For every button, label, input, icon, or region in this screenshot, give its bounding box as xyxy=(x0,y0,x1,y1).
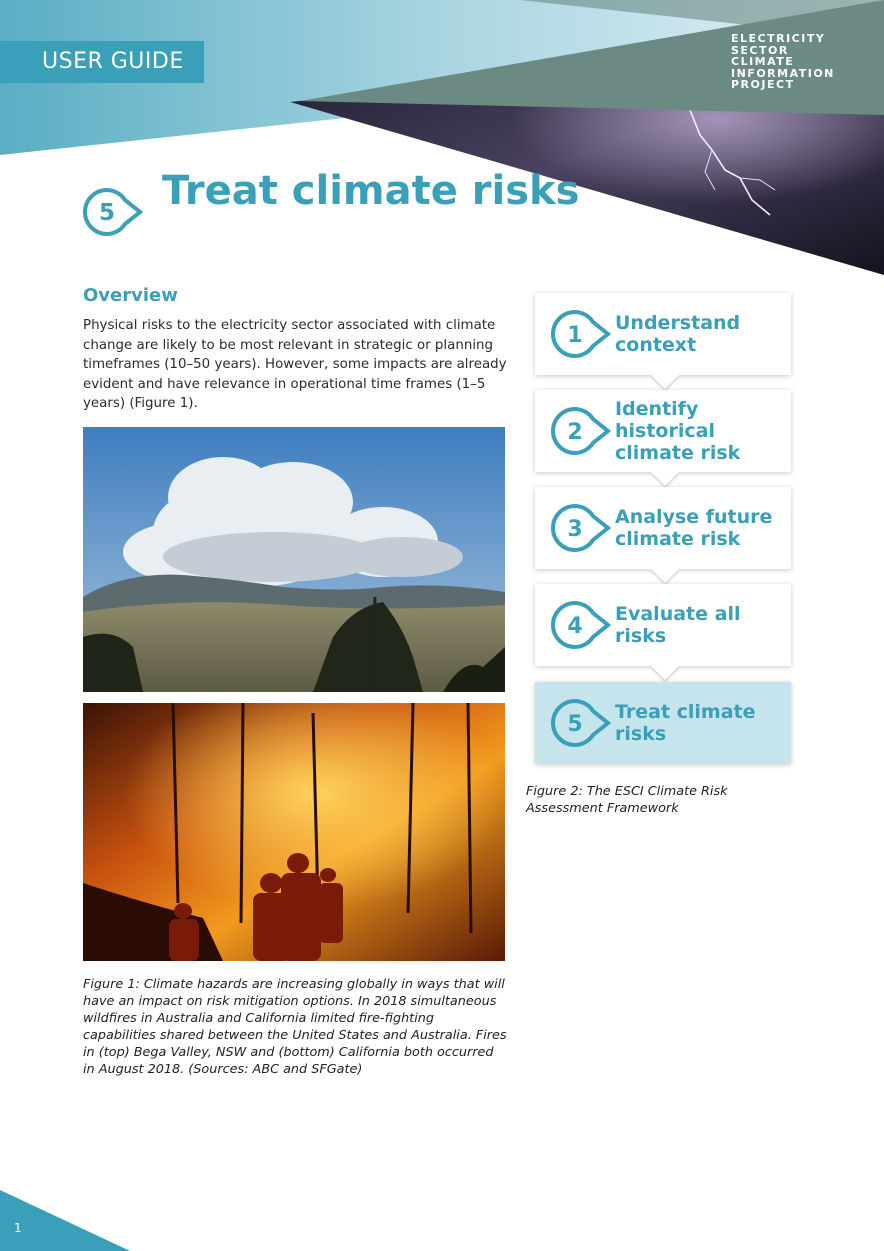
step-2-badge xyxy=(550,406,612,456)
logo-line: CLIMATE xyxy=(731,55,795,68)
bushfire-smoke-photo xyxy=(83,427,505,692)
step-connector xyxy=(651,569,679,583)
step-connector xyxy=(651,375,679,389)
logo-line: ELECTRICITY xyxy=(731,32,826,45)
step-2-label: Identify historical climate risk xyxy=(615,398,741,464)
user-guide-tag: USER GUIDE xyxy=(0,41,204,83)
step-1-badge xyxy=(550,309,612,359)
framework-step-2 xyxy=(535,390,791,472)
framework-step-1 xyxy=(535,293,791,375)
forest-fire-photo xyxy=(83,703,505,961)
page-title: Treat climate risks xyxy=(162,168,580,214)
step-4-label: Evaluate all risks xyxy=(615,603,741,647)
step-4-badge xyxy=(550,600,612,650)
svg-text:5: 5 xyxy=(567,712,583,737)
framework-step-5 xyxy=(535,682,791,764)
step-connector xyxy=(651,472,679,486)
framework-step-3 xyxy=(535,487,791,569)
logo-line: PROJECT xyxy=(731,78,795,91)
figure-2-caption: Figure 2: The ESCI Climate Risk Assessment Framework xyxy=(526,784,728,816)
step-5-badge xyxy=(82,187,144,242)
framework-step-4 xyxy=(535,584,791,666)
step-3-label: Analyse future climate risk xyxy=(615,506,773,550)
step-3-badge xyxy=(550,503,612,553)
figure-1-caption: Figure 1: Climate hazards are increasing globally in ways that will have an impact on risk mitigation options. In 2018 simultaneous wildfires in Australia and California limited fire-fighting capabilities shared between the United States and Australia. Fires in (top) Bega Valley, NSW and (bottom) California both occurred in August 2018. (Sources: ABC and SFGate) xyxy=(83,977,507,1077)
logo-line: INFORMATION xyxy=(731,66,835,80)
step-connector xyxy=(651,666,679,680)
overview-heading: Overview xyxy=(83,285,178,306)
svg-text:1: 1 xyxy=(567,323,583,348)
step-5-label: Treat climate risks xyxy=(615,701,756,745)
step-5-badge xyxy=(550,698,612,748)
esci-logo xyxy=(731,33,851,91)
svg-text:2: 2 xyxy=(567,420,583,445)
svg-text:3: 3 xyxy=(567,517,583,542)
badge-number: 5 xyxy=(98,200,116,226)
step-1-label: Understand context xyxy=(615,312,741,356)
overview-paragraph: Physical risks to the electricity sector associated with climate change are likely to be most relevant in strategic or planning timeframes (10–50 years). However, some impacts are already evident and have relevance in operational time frames (1–5 years) (Figure 1). xyxy=(83,318,507,412)
page-number: 1 xyxy=(14,1221,22,1235)
logo-line: SECTOR xyxy=(731,43,789,57)
svg-text:4: 4 xyxy=(567,614,583,639)
